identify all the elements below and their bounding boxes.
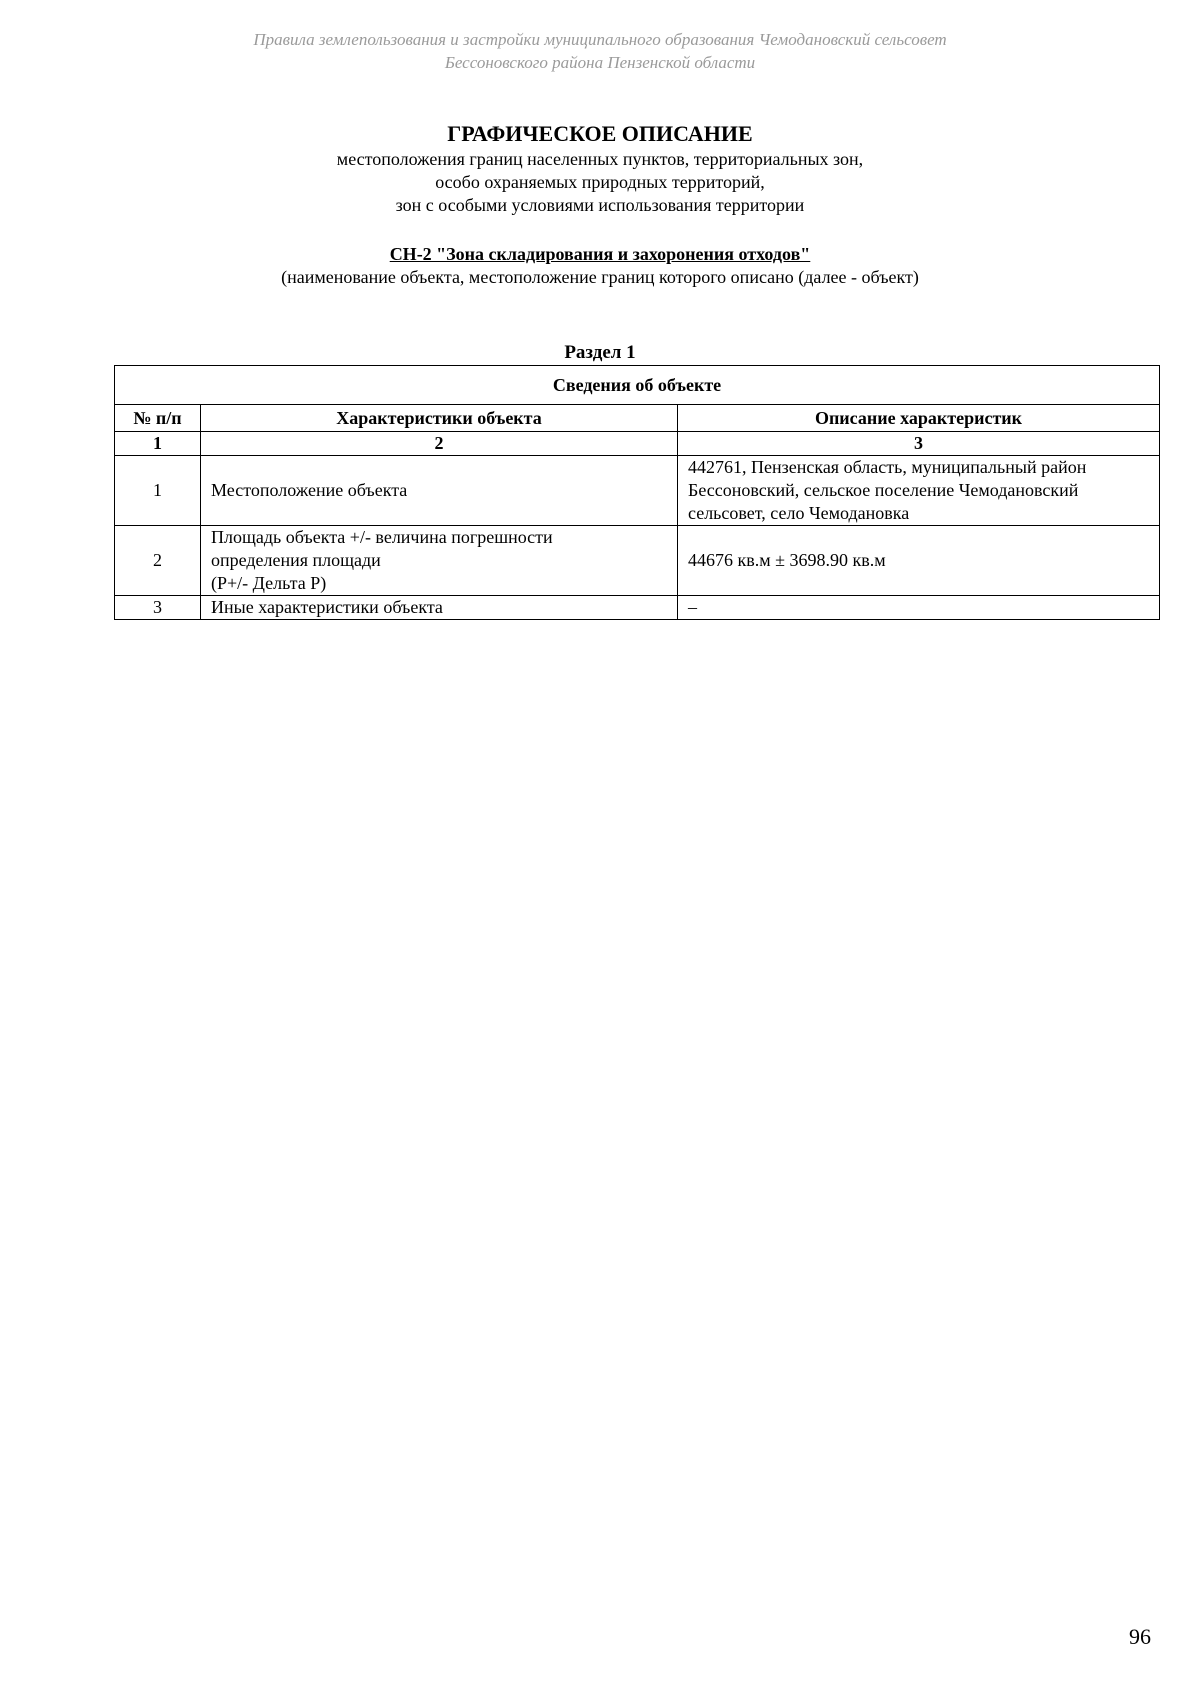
column-number-3: 3 [678, 432, 1160, 456]
characteristic-line: Местоположение объекта [211, 480, 408, 500]
header-description: Описание характеристик [678, 405, 1160, 432]
header-characteristic: Характеристики объекта [201, 405, 678, 432]
document-title: ГРАФИЧЕСКОЕ ОПИСАНИЕ [447, 121, 753, 146]
description-line: Бессоновский, сельское поселение Чемодановский [688, 480, 1079, 500]
table-caption-row [115, 366, 1160, 405]
row-characteristic [201, 526, 678, 596]
row-description [678, 456, 1160, 526]
row-characteristic [201, 596, 678, 620]
row-number: 2 [115, 526, 201, 596]
section-title: Раздел 1 [564, 342, 636, 363]
object-info-table [114, 365, 1160, 620]
running-header-line-1: Правила землепользования и застройки муниципального образования Чемодановский сельсовет [253, 30, 947, 49]
row-number: 3 [115, 596, 201, 620]
subtitle-line-1: местоположения границ населенных пунктов, территориальных зон, [336, 149, 864, 169]
column-number-2: 2 [201, 432, 678, 456]
characteristic-line: (P+/- Дельта P) [211, 573, 327, 593]
table-caption: Сведения об объекте [115, 366, 1160, 405]
subtitle-line-3: зон с особыми условиями использования территории [395, 195, 805, 215]
description-line: 442761, Пензенская область, муниципальный район [688, 457, 1087, 477]
title-block [150, 120, 1050, 217]
row-number: 1 [115, 456, 201, 526]
row-description [678, 596, 1160, 620]
subtitle-line-2: особо охраняемых природных территорий, [435, 172, 765, 192]
table-row [115, 526, 1160, 596]
row-description [678, 526, 1160, 596]
object-caption: (наименование объекта, местоположение границ которого описано (далее - объект) [281, 267, 919, 287]
table-column-number-row [115, 432, 1160, 456]
description-line: – [688, 597, 697, 617]
table-row [115, 456, 1160, 526]
table-row [115, 596, 1160, 620]
characteristic-line: Иные характеристики объекта [211, 597, 443, 617]
table-header-row [115, 405, 1160, 432]
description-line: сельсовет, село Чемодановка [688, 503, 910, 523]
running-header [150, 28, 1050, 74]
header-number: № п/п [115, 405, 201, 432]
running-header-line-2: Бессоновского района Пензенской области [444, 53, 756, 72]
page-number: 96 [1129, 1624, 1151, 1649]
object-name: СН-2 "Зона складирования и захоронения отходов" [389, 244, 811, 264]
row-characteristic [201, 456, 678, 526]
column-number-1: 1 [115, 432, 201, 456]
characteristic-line: Площадь объекта +/- величина погрешности [211, 527, 553, 547]
description-line: 44676 кв.м ± 3698.90 кв.м [688, 550, 886, 570]
characteristic-line: определения площади [211, 550, 381, 570]
